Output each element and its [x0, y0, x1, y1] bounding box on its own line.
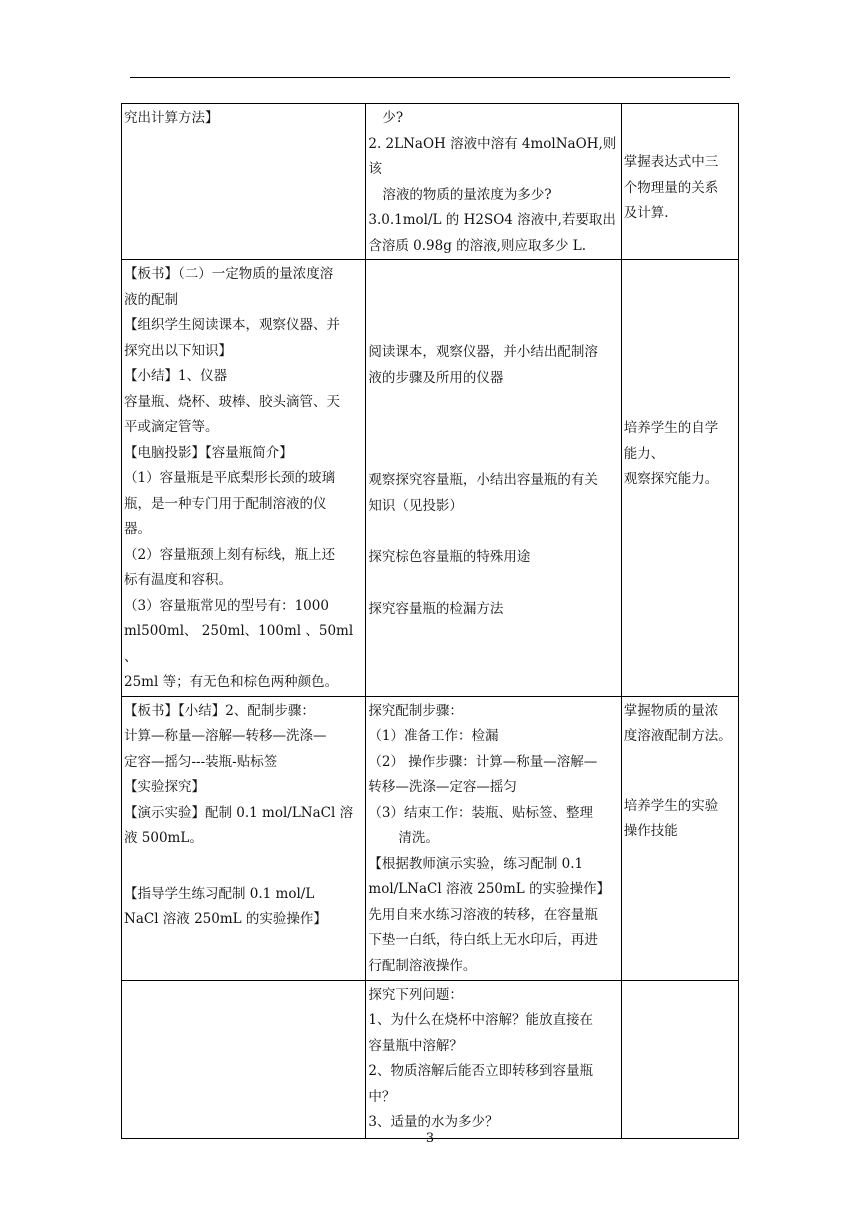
cell-line: 培养学生的实验 [623, 797, 719, 814]
cell-line: 计算—称量—溶解—转移—洗涤— [124, 728, 327, 744]
cell-line: 【板书】（二）一定物质的量浓度溶 [124, 266, 334, 282]
cell-line: 究出计算方法】 [124, 110, 219, 126]
cell-line: 液的配制 [124, 291, 178, 308]
cell-line: 个物理量的关系 [623, 179, 719, 196]
student-activity-cell [366, 696, 621, 980]
cell-line: 【板书】【小结】2、配制步骤： [124, 702, 315, 719]
cell-line: 2、物质溶解后能否立即转移到容量瓶 [368, 1063, 593, 1079]
cell-line: ml500ml、 250ml、100ml 、50ml 、 [124, 623, 354, 665]
cell-line: 【实验探究】 [124, 779, 205, 795]
cell-line: 器。 [124, 521, 151, 537]
cell-line: 【小结】1、仪器 [124, 368, 228, 384]
student-activity-cell [366, 980, 621, 1138]
cell-line: 瓶，是一种专门用于配制溶液的仪 [124, 495, 327, 512]
cell-line: 标有温度和容积。 [124, 572, 232, 588]
cell-line: 【组织学生阅读课本，观察仪器、并 [124, 317, 340, 333]
cell-line: 行配制溶液操作。 [368, 957, 477, 974]
page-number: 3 [425, 1131, 435, 1146]
cell-line: 操作技能 [623, 823, 678, 839]
header-rule [130, 77, 730, 78]
design-intent-cell [621, 980, 738, 1138]
cell-line: 液 500mL。 [124, 830, 203, 846]
cell-line: 观察探究能力。 [623, 471, 719, 487]
cell-line: 先用自来水练习溶液的转移，在容量瓶 [368, 906, 598, 923]
cell-line: 容量瓶、烧杯、玻棒、胶头滴管、天 [124, 393, 340, 410]
cell-line: 少? [382, 110, 404, 126]
cell-line: 【电脑投影】【容量瓶简介】 [124, 444, 293, 461]
cell-line: 探究配制步骤： [368, 702, 463, 719]
cell-line: 清洗。 [398, 830, 439, 846]
cell-line: 下垫一白纸，待白纸上无水印后，再进 [368, 932, 598, 948]
cell-line: 平或滴定管等。 [124, 419, 219, 435]
cell-line: 及计算. [623, 205, 669, 221]
cell-line: 【演示实验】配制 0.1 mol/LNaCl 溶 [124, 804, 354, 821]
design-intent-cell [621, 104, 738, 260]
cell-line: （2） 操作步骤：计算—称量—溶解— [368, 753, 598, 770]
cell-line: （1）容量瓶是平底梨形长颈的玻璃 [124, 470, 336, 486]
cell-line: mol/LNaCl 溶液 250mL 的实验操作】 [368, 881, 611, 897]
cell-line: 掌握表达式中三 [623, 154, 719, 170]
cell-line: 掌握物质的量浓 [623, 702, 719, 719]
cell-line: 度溶液配制方法。 [623, 728, 732, 744]
design-intent-cell [621, 260, 738, 697]
cell-line: 中？ [368, 1088, 396, 1105]
cell-line: 25ml 等；有无色和棕色两种颜色。 [124, 674, 339, 690]
cell-line: 2. 2LNaOH 溶液中溶有 4molNaOH,则该 [368, 135, 617, 177]
cell-line: 【根据教师演示实验，练习配制 0.1 [368, 855, 584, 872]
cell-line: （2）容量瓶颈上刻有标线，瓶上还 [124, 546, 336, 563]
teacher-activity-cell [122, 260, 366, 697]
cell-line: 3、适量的水为多少？ [368, 1114, 499, 1130]
cell-line: 1、为什么在烧杯中溶解？能放直接在 [368, 1012, 593, 1028]
cell-line: NaCl 溶液 250mL 的实验操作】 [124, 911, 327, 927]
cell-line: 液的步骤及所用的仪器 [368, 369, 504, 386]
cell-line: 培养学生的自学 [623, 420, 719, 436]
design-intent-cell [621, 696, 738, 980]
cell-line: 探究容量瓶的检漏方法 [368, 600, 504, 617]
cell-line: 探究下列问题： [368, 986, 463, 1003]
cell-line: 探究棕色容量瓶的特殊用途 [368, 549, 531, 565]
cell-line: （1）准备工作：检漏 [368, 728, 499, 744]
teacher-activity-cell [122, 104, 366, 260]
cell-line: 能力、 [623, 445, 665, 462]
student-activity-cell [366, 104, 621, 260]
cell-line: 溶液的物质的量浓度为多少? [382, 186, 552, 203]
lesson-plan-table [121, 103, 739, 1139]
cell-line: 容量瓶中溶解？ [368, 1037, 463, 1054]
table-row [122, 260, 739, 697]
table-row [122, 696, 739, 980]
student-activity-cell [366, 260, 621, 697]
cell-line: 3.0.1mol/L 的 H2SO4 溶液中,若要取出 [368, 212, 616, 228]
cell-line: 观察探究容量瓶，小结出容量瓶的有关 [368, 472, 598, 488]
cell-line: 探究出以下知识】 [124, 342, 232, 359]
teacher-activity-cell [122, 696, 366, 980]
cell-line: 转移—洗涤—定容—摇匀 [368, 779, 517, 795]
cell-line: 阅读课本，观察仪器，并小结出配制溶 [368, 344, 598, 360]
table-row [122, 980, 739, 1138]
cell-line: 【指导学生练习配制 0.1 mol/L [124, 885, 315, 902]
cell-line: 知识（见投影） [368, 497, 463, 514]
table-row [122, 104, 739, 260]
cell-line: （3）容量瓶常见的型号有：1000 [124, 597, 329, 614]
cell-line: 定容—摇匀---装瓶-贴标签 [124, 753, 278, 770]
teacher-activity-cell [122, 980, 366, 1138]
cell-line: 含溶质 0.98g 的溶液,则应取多少 L. [368, 237, 587, 254]
cell-line: （3）结束工作：装瓶、贴标签、整理 [368, 804, 593, 821]
